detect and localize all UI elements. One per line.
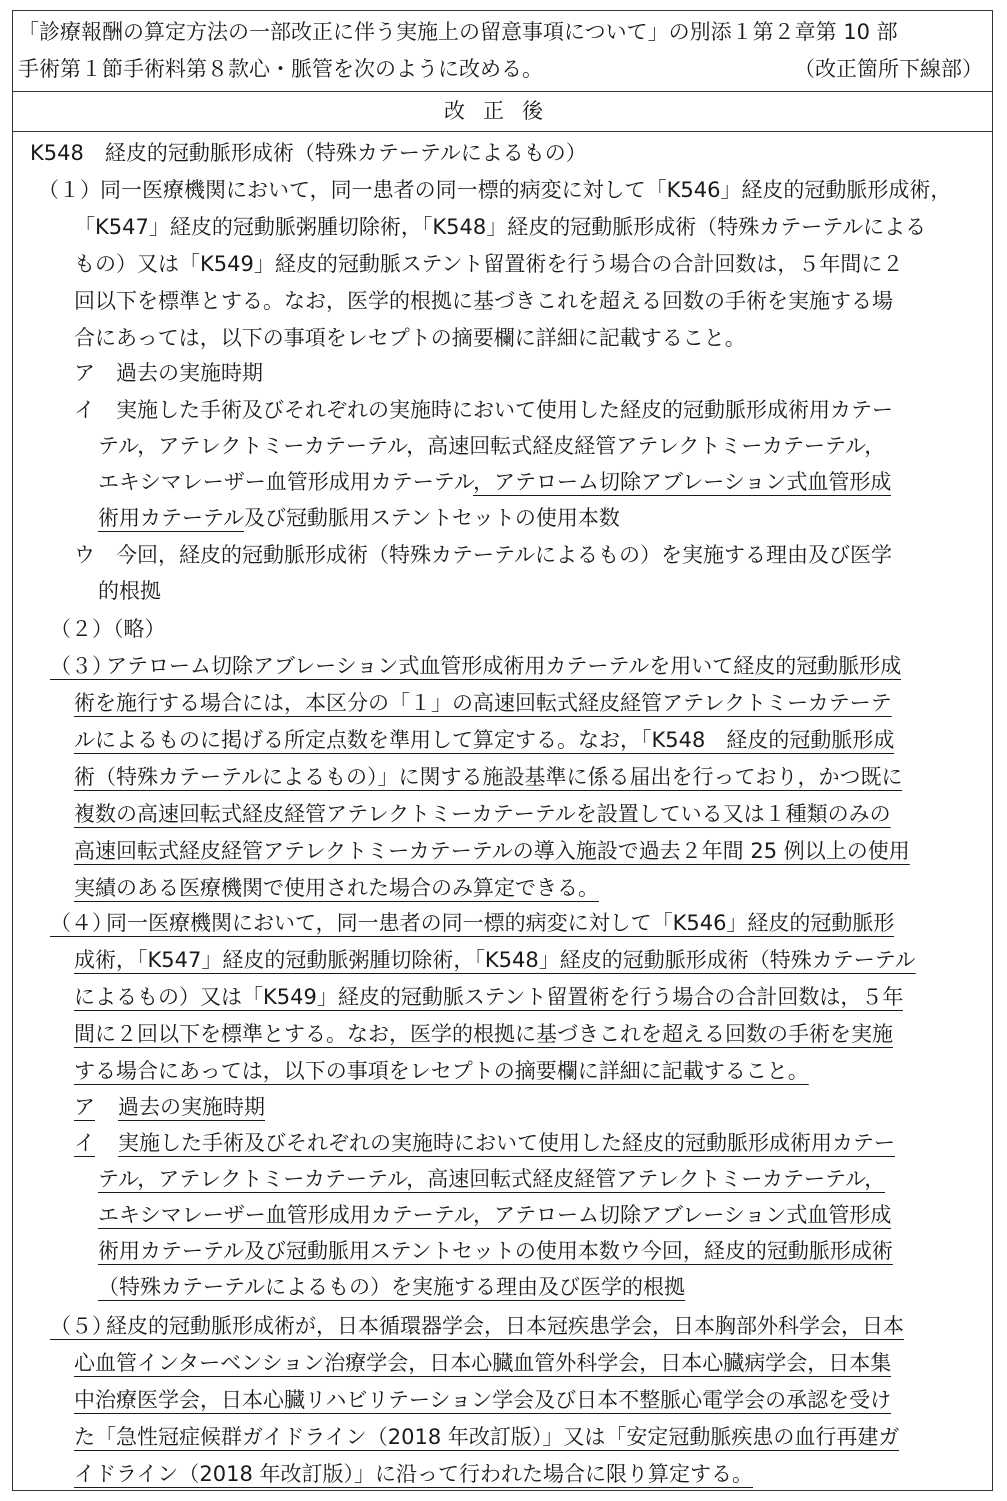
item-1-sub-a: ア 過去の実施時期 [74, 361, 263, 385]
item-5-line: 中治療医学会，日本心臓リハビリテーション学会及び日本不整脈心電学会の承認を受け [74, 1388, 892, 1412]
item-4-line: 成術，「K547」経皮的冠動脈粥腫切除術，「K548」経皮的冠動脈形成術（特殊カテーテル [74, 948, 916, 972]
item-4-sub-i: エキシマレーザー血管形成用カテーテル，アテローム切除アブレーション式血管形成 [98, 1203, 892, 1227]
item-1-sub-u: 的根拠 [98, 579, 161, 603]
item-1-line: 回以下を標準とする。なお，医学的根拠に基づきこれを超える回数の手術を実施する場 [74, 289, 893, 313]
item-5-line: イドライン（2018 年改訂版）」に沿って行われた場合に限り算定する。 [74, 1462, 753, 1486]
item-4-sub-a-mark: ア [74, 1095, 95, 1119]
item-4-line: 同一医療機関において，同一患者の同一標的病変に対して「K546」経皮的冠動脈形 [106, 911, 895, 935]
item-4-sub-i: （特殊カテーテルによるもの）を実施する理由及び医学的根拠 [98, 1275, 685, 1299]
item-4-line: する場合にあっては，以下の事項をレセプトの摘要欄に詳細に記載すること。 [74, 1059, 809, 1083]
text-underlined: ，アテローム切除アブレーション式血管形成 [473, 470, 892, 494]
item-3-line: 実績のある医療機関で使用された場合のみ算定できる。 [74, 876, 599, 900]
item-3-line: 術（特殊カテーテルによるもの）」に関する施設基準に係る届出を行っており，かつ既に [74, 765, 903, 789]
item-3-line: 複数の高速回転式経皮経管アテレクトミーカテーテルを設置している又は１種類のみの [74, 802, 891, 826]
item-4-sub-a: 過去の実施時期 [118, 1095, 265, 1119]
text-underlined: 術用カテーテル [98, 506, 244, 530]
text-plain: エキシマレーザー血管形成用カテーテル [98, 470, 474, 494]
item-3-line: 高速回転式経皮経管アテレクトミーカテーテルの導入施設で過去２年間 25 例以上の使用 [74, 839, 910, 863]
item-4-number: （４） [50, 911, 113, 935]
item-4-sub-i: 術用カテーテル及び冠動脈用ステントセットの使用本数ウ今回，経皮的冠動脈形成術 [98, 1239, 893, 1263]
item-1-line: 「K547」経皮的冠動脈粥腫切除術，「K548」経皮的冠動脈形成術（特殊カテーテルによる [74, 215, 927, 239]
revision-note: （改正箇所下線部） [794, 57, 983, 81]
item-1-sub-i [98, 464, 891, 501]
item-2: （２）（略） [50, 617, 166, 641]
item-1-sub-i: イ 実施した手術及びそれぞれの実施時において使用した経皮的冠動脈形成術用カテー [74, 398, 893, 422]
item-4-line: によるもの）又は「K549」経皮的冠動脈ステント留置術を行う場合の合計回数は，５年 [74, 985, 904, 1009]
text-plain: 及び冠動脈用ステントセットの使用本数 [243, 506, 620, 530]
item-1-sub-i [98, 500, 620, 537]
item-1-sub-u: ウ 今回，経皮的冠動脈形成術（特殊カテーテルによるもの）を実施する理由及び医学 [74, 543, 892, 567]
item-5-line: 心血管インターベンション治療学会，日本心臓血管外科学会，日本心臓病学会，日本集 [74, 1351, 892, 1375]
section-title: K548 経皮的冠動脈形成術（特殊カテーテルによるもの） [30, 141, 587, 165]
item-1-line: もの）又は「K549」経皮的冠動脈ステント留置術を行う場合の合計回数は，５年間に２ [74, 252, 904, 276]
item-3-line: 術を施行する場合には，本区分の「１」の高速回転式経皮経管アテレクトミーカテーテ [74, 691, 892, 715]
section-heading: 改正後 [444, 99, 561, 123]
item-4-line: 間に２回以下を標準とする。なお，医学的根拠に基づきこれを超える回数の手術を実施 [74, 1022, 893, 1046]
item-5-line: た「急性冠症候群ガイドライン（2018 年改訂版）」又は「安定冠動脈疾患の血行再建ガ [74, 1425, 900, 1449]
intro-text: 手術第１節手術料第８款心・脈管を次のように改める。 [18, 57, 543, 81]
item-1-number: （１） [38, 178, 101, 202]
item-4-sub-i: 実施した手術及びそれぞれの実施時において使用した経皮的冠動脈形成術用カテー [118, 1131, 895, 1155]
item-1-line: 同一医療機関において，同一患者の同一標的病変に対して「K546」経皮的冠動脈形成術， [100, 178, 952, 202]
item-3-line: ルによるものに掲げる所定点数を準用して算定する。なお，「K548 経皮的冠動脈形成 [74, 728, 895, 752]
item-4-sub-i-mark: イ [74, 1131, 95, 1155]
item-3-line: アテローム切除アブレーション式血管形成術用カテーテルを用いて経皮的冠動脈形成 [106, 654, 902, 678]
item-1-line: 合にあっては，以下の事項をレセプトの摘要欄に詳細に記載すること。 [74, 326, 746, 350]
item-4-sub-i: テル，アテレクトミーカテーテル，高速回転式経皮経管アテレクトミーカテーテル， [98, 1167, 886, 1191]
item-3-number: （３） [50, 654, 113, 678]
item-5-number: （５） [50, 1314, 113, 1338]
item-1-sub-i: テル，アテレクトミーカテーテル，高速回転式経皮経管アテレクトミーカテーテル， [98, 434, 886, 458]
item-5-line: 経皮的冠動脈形成術が，日本循環器学会，日本冠疾患学会，日本胸部外科学会，日本 [106, 1314, 904, 1338]
intro-line-1: 「診療報酬の算定方法の一部改正に伴う実施上の留意事項について」の別添１第２章第 10 部 [18, 20, 898, 44]
